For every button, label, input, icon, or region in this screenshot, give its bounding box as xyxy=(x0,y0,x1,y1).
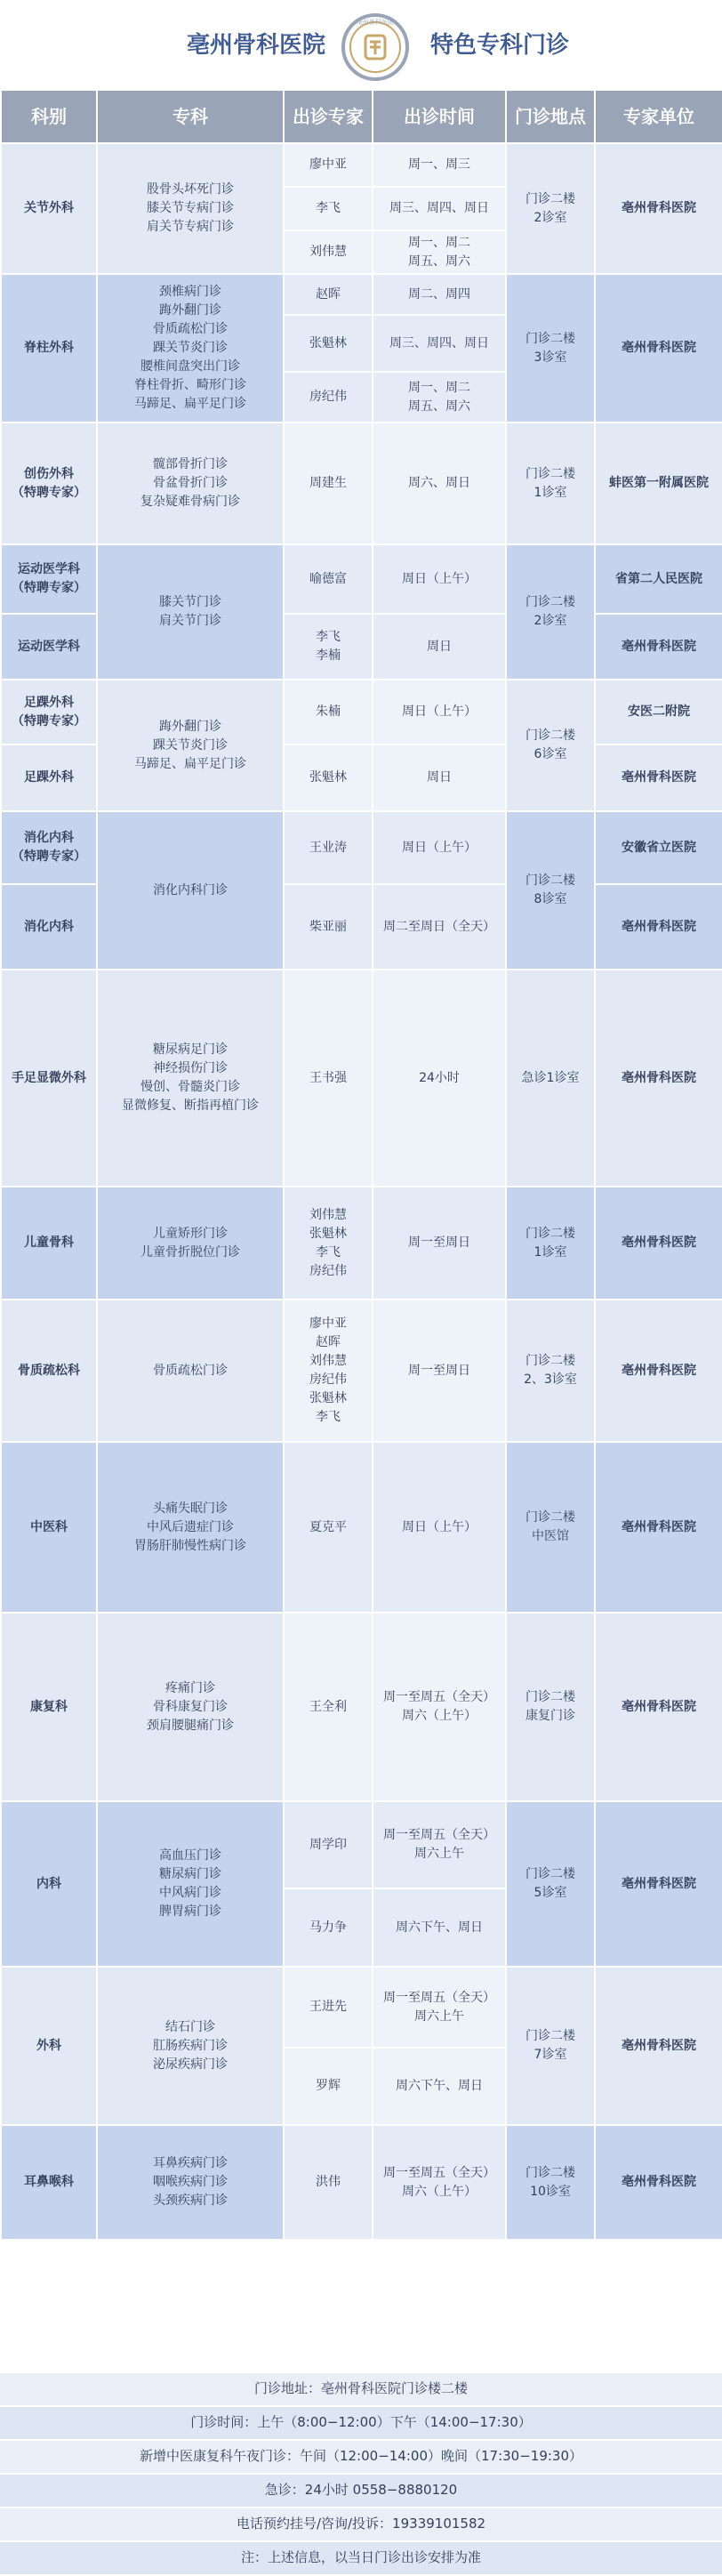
cell-line: 周一至周五（全天） xyxy=(383,1990,495,2005)
cell-line: 康复门诊 xyxy=(525,1709,575,1723)
cell-line: 脊柱骨折、畸形门诊 xyxy=(134,378,246,392)
table-row xyxy=(1,1300,722,1442)
cell-line: 夏克平 xyxy=(309,1519,347,1534)
room-cell xyxy=(506,811,595,970)
unit-cell: 省第二人民医院 xyxy=(595,544,722,614)
cell-line: 门诊二楼 xyxy=(525,191,575,206)
unit-cell: 亳州骨科医院 xyxy=(595,1300,722,1442)
doctor-cell xyxy=(284,1300,373,1442)
doctor-cell xyxy=(284,1187,373,1300)
cell-line: 李飞 xyxy=(316,201,341,215)
cell-line: 周日（上午） xyxy=(402,704,477,719)
cell-line: 李飞 xyxy=(316,630,341,644)
cell-line: （特聘专家） xyxy=(12,581,86,595)
room-cell xyxy=(506,1967,595,2125)
cell-line: 周六上午 xyxy=(414,2008,464,2024)
unit-cell: 蚌医第一附属医院 xyxy=(595,423,722,544)
dept-cell: 骨质疏松科 xyxy=(1,1300,97,1442)
cell-line: 张魁林 xyxy=(309,770,347,785)
specialty-cell xyxy=(97,143,284,274)
cell-line: 显微修复、断指再植门诊 xyxy=(122,1099,259,1113)
cell-line: （特聘专家） xyxy=(12,849,86,864)
time-cell xyxy=(373,544,506,614)
footer-line: 急诊：24小时 0558−8880120 xyxy=(0,2475,722,2508)
cell-line: 踇外翻门诊 xyxy=(159,303,221,318)
doctor-cell xyxy=(284,1613,373,1801)
cell-line: 骨科康复门诊 xyxy=(153,1699,228,1714)
time-cell xyxy=(373,1801,506,1888)
specialty-cell xyxy=(97,423,284,544)
dept-cell: 康复科 xyxy=(1,1613,97,1801)
cell-line: 周日（上午） xyxy=(402,840,477,855)
schedule-table xyxy=(0,89,722,2241)
doctor-cell xyxy=(284,1967,373,2048)
cell-line: 24小时 xyxy=(419,1070,460,1085)
room-cell xyxy=(506,1801,595,1967)
footer-line: 新增中医康复科午夜门诊：午间（12:00−14:00）晚间（17:30−19:30） xyxy=(0,2441,722,2475)
cell-line: 李楠 xyxy=(316,648,341,663)
cell-line: 肩关节门诊 xyxy=(159,614,221,628)
cell-line: 周一至周日 xyxy=(408,1363,470,1378)
cell-line: 喻德富 xyxy=(309,571,347,586)
time-cell xyxy=(373,614,506,680)
dept-cell: 中医科 xyxy=(1,1442,97,1613)
cell-line: 神经损伤门诊 xyxy=(153,1061,228,1075)
cell-line: 李飞 xyxy=(316,1244,341,1260)
cell-line: 刘伟慧 xyxy=(309,1207,347,1222)
cell-line: 王业涛 xyxy=(309,840,347,855)
cell-line: 马力争 xyxy=(309,1920,347,1935)
cell-line: 创伤外科 xyxy=(24,466,74,481)
cell-line: 2诊室 xyxy=(533,614,567,628)
footer-line: 注：上述信息，以当日门诊出诊安排为准 xyxy=(0,2542,722,2576)
cell-line: 赵晖 xyxy=(316,286,341,302)
room-cell xyxy=(506,1300,595,1442)
cell-line: 足踝外科 xyxy=(24,695,74,710)
doctor-cell xyxy=(284,423,373,544)
cell-line: 周五、周六 xyxy=(408,398,470,414)
table-body xyxy=(1,143,722,2240)
time-cell xyxy=(373,1888,506,1967)
time-cell xyxy=(373,1187,506,1300)
cell-line: （特聘专家） xyxy=(12,485,86,500)
cell-line: 刘伟慧 xyxy=(309,1354,347,1368)
cell-line: 周一、周二 xyxy=(408,380,470,395)
cell-line: 7诊室 xyxy=(533,2048,567,2062)
cell-line: 赵晖 xyxy=(316,1335,341,1349)
time-cell xyxy=(373,680,506,745)
time-cell xyxy=(373,811,506,884)
specialty-cell xyxy=(97,544,284,680)
doctor-cell xyxy=(284,315,373,372)
cell-line: 廖中亚 xyxy=(309,1316,347,1331)
dept-cell: 耳鼻喉科 xyxy=(1,2125,97,2240)
column-header: 科别 xyxy=(1,90,97,143)
table-row xyxy=(1,143,722,187)
table-row xyxy=(1,1967,722,2048)
room-cell xyxy=(506,2125,595,2240)
cell-line: 颈肩腰腿痛门诊 xyxy=(147,1718,234,1733)
specialty-cell xyxy=(97,811,284,970)
column-header: 出诊专家 xyxy=(284,90,373,143)
cell-line: 周五、周六 xyxy=(408,254,470,269)
cell-line: 踝关节炎门诊 xyxy=(153,341,228,355)
doctor-cell xyxy=(284,2125,373,2240)
cell-line: 门诊二楼 xyxy=(525,466,575,481)
cell-line: 王进先 xyxy=(309,2000,347,2014)
cell-line: 6诊室 xyxy=(533,747,567,761)
cell-line: 疼痛门诊 xyxy=(165,1680,215,1695)
room-cell xyxy=(506,1442,595,1613)
cell-line: 运动医学科 xyxy=(18,562,80,576)
cell-line: 张魁林 xyxy=(309,335,347,350)
cell-line: 王全利 xyxy=(309,1699,347,1714)
cell-line: 踇外翻门诊 xyxy=(159,719,221,734)
doctor-cell xyxy=(284,187,373,230)
cell-line: 脾胃病门诊 xyxy=(159,1904,221,1919)
cell-line: 复杂疑难骨病门诊 xyxy=(140,495,240,509)
footer-line: 电话预约挂号/咨询/投诉：19339101582 xyxy=(0,2508,722,2542)
cell-line: 房纪伟 xyxy=(309,1263,347,1278)
unit-cell: 亳州骨科医院 xyxy=(595,884,722,970)
time-cell xyxy=(373,2125,506,2240)
cell-line: 糖尿病足门诊 xyxy=(153,1042,228,1057)
cell-line: 头颈疾病门诊 xyxy=(153,2194,228,2208)
unit-cell: 亳州骨科医院 xyxy=(595,1442,722,1613)
cell-line: 1诊室 xyxy=(533,1244,567,1260)
time-cell xyxy=(373,2048,506,2125)
cell-line: 膝关节门诊 xyxy=(159,595,221,609)
cell-line: 李飞 xyxy=(316,1410,341,1424)
time-cell xyxy=(373,970,506,1187)
page-title: 特色专科门诊 xyxy=(430,32,570,59)
cell-line: 周二、周四 xyxy=(408,286,470,302)
cell-line: 咽喉疾病门诊 xyxy=(153,2175,228,2189)
table-row xyxy=(1,1442,722,1613)
cell-line: 张魁林 xyxy=(309,1391,347,1405)
cell-line: 周二至周日（全天） xyxy=(383,919,495,934)
cell-line: 门诊二楼 xyxy=(525,729,575,743)
cell-line: 房纪伟 xyxy=(309,390,347,404)
unit-cell: 亳州骨科医院 xyxy=(595,143,722,274)
cell-line: 骨质疏松门诊 xyxy=(153,322,228,336)
dept-cell xyxy=(1,811,97,884)
cell-line: 周六、周日 xyxy=(408,476,470,490)
dept-cell xyxy=(1,544,97,614)
cell-line: 消化内科 xyxy=(24,919,74,934)
specialty-cell xyxy=(97,680,284,811)
room-cell xyxy=(506,143,595,274)
unit-cell: 安医二附院 xyxy=(595,680,722,745)
dept-cell: 手足显微外科 xyxy=(1,970,97,1187)
time-cell xyxy=(373,143,506,187)
cell-line: 中医馆 xyxy=(532,1529,569,1543)
cell-line: 周建生 xyxy=(309,476,347,490)
cell-line: 踝关节炎门诊 xyxy=(153,737,228,753)
cell-line: 2、3诊室 xyxy=(524,1373,577,1387)
cell-line: 周三、周四、周日 xyxy=(389,335,489,350)
doctor-cell xyxy=(284,1888,373,1967)
cell-line: 周三、周四、周日 xyxy=(389,201,489,215)
table-row xyxy=(1,274,722,315)
unit-cell: 亳州骨科医院 xyxy=(595,745,722,811)
schedule-table-wrap xyxy=(0,89,722,2241)
page-header xyxy=(0,0,722,89)
cell-line: 5诊室 xyxy=(533,1886,567,1900)
doctor-cell xyxy=(284,230,373,274)
cell-line: 足踝外科 xyxy=(24,770,74,785)
cell-line: 门诊二楼 xyxy=(525,1354,575,1368)
cell-line: 儿童骨折脱位门诊 xyxy=(140,1244,240,1260)
cell-line: 骨盆骨折门诊 xyxy=(153,476,228,490)
doctor-cell xyxy=(284,2048,373,2125)
dept-cell: 外科 xyxy=(1,1967,97,2125)
doctor-cell xyxy=(284,970,373,1187)
time-cell xyxy=(373,745,506,811)
room-cell xyxy=(506,1187,595,1300)
time-cell xyxy=(373,187,506,230)
doctor-cell xyxy=(284,544,373,614)
footer-line: 门诊地址：亳州骨科医院门诊楼二楼 xyxy=(0,2373,722,2407)
cell-line: 刘伟慧 xyxy=(309,245,347,259)
room-cell xyxy=(506,274,595,423)
cell-line: 中风病门诊 xyxy=(159,1886,221,1900)
cell-line: 骨质疏松门诊 xyxy=(153,1363,228,1378)
dept-cell xyxy=(1,423,97,544)
table-row xyxy=(1,1613,722,1801)
cell-line: 周一、周二 xyxy=(408,235,470,250)
cell-line: 慢创、骨髓炎门诊 xyxy=(140,1080,240,1094)
hospital-logo-icon xyxy=(341,12,410,82)
cell-line: 周六下午、周日 xyxy=(396,1920,483,1935)
cell-line: 肛肠疾病门诊 xyxy=(153,2038,228,2053)
specialty-cell xyxy=(97,1187,284,1300)
cell-line: 肩关节专病门诊 xyxy=(147,220,234,234)
unit-cell: 亳州骨科医院 xyxy=(595,614,722,680)
footer-line: 门诊时间：上午（8:00−12:00）下午（14:00−17:30） xyxy=(0,2407,722,2441)
table-row xyxy=(1,544,722,614)
cell-line: 消化内科门诊 xyxy=(153,882,228,898)
cell-line: 腰椎间盘突出门诊 xyxy=(140,359,240,374)
cell-line: 门诊二楼 xyxy=(525,2165,575,2180)
cell-line: 门诊二楼 xyxy=(525,873,575,888)
footer-info xyxy=(0,2373,722,2576)
doctor-cell xyxy=(284,1442,373,1613)
dept-cell xyxy=(1,745,97,811)
time-cell xyxy=(373,1967,506,2048)
cell-line: 周一至周五（全天） xyxy=(383,1828,495,1842)
cell-line: 马蹄足、扁平足门诊 xyxy=(134,756,246,771)
table-row xyxy=(1,811,722,884)
cell-line: 周日 xyxy=(427,639,452,654)
room-cell xyxy=(506,544,595,680)
cell-line: 膝关节专病门诊 xyxy=(147,201,234,215)
cell-line: 房纪伟 xyxy=(309,1373,347,1387)
dept-cell xyxy=(1,884,97,970)
cell-line: 10诊室 xyxy=(530,2184,571,2199)
cell-line: 门诊二楼 xyxy=(525,2029,575,2043)
table-row xyxy=(1,423,722,544)
cell-line: 周六下午、周日 xyxy=(396,2079,483,2093)
time-cell xyxy=(373,1442,506,1613)
cell-line: 消化内科 xyxy=(24,831,74,845)
cell-line: 儿童矫形门诊 xyxy=(153,1226,228,1241)
cell-line: 门诊二楼 xyxy=(525,1226,575,1241)
doctor-cell xyxy=(284,372,373,423)
cell-line: 门诊二楼 xyxy=(525,331,575,346)
doctor-cell xyxy=(284,884,373,970)
cell-line: 糖尿病门诊 xyxy=(159,1867,221,1881)
cell-line: 髋部骨折门诊 xyxy=(153,457,228,471)
specialty-cell xyxy=(97,1300,284,1442)
logo-text: 亳州骨科医院 xyxy=(357,19,394,26)
dept-cell: 儿童骨科 xyxy=(1,1187,97,1300)
specialty-cell xyxy=(97,1801,284,1967)
specialty-cell xyxy=(97,2125,284,2240)
cell-line: 中风后遗症门诊 xyxy=(147,1519,234,1534)
table-row xyxy=(1,1801,722,1888)
cell-line: 门诊二楼 xyxy=(525,1867,575,1881)
cell-line: 王书强 xyxy=(309,1070,347,1085)
cell-line: 门诊二楼 xyxy=(525,595,575,609)
cell-line: 周日 xyxy=(427,770,452,785)
dept-cell: 关节外科 xyxy=(1,143,97,274)
cell-line: 周日（上午） xyxy=(402,1519,477,1534)
doctor-cell xyxy=(284,143,373,187)
cell-line: 颈椎病门诊 xyxy=(159,285,221,299)
time-cell xyxy=(373,274,506,315)
specialty-cell xyxy=(97,1967,284,2125)
unit-cell: 亳州骨科医院 xyxy=(595,2125,722,2240)
time-cell xyxy=(373,1613,506,1801)
room-cell xyxy=(506,680,595,811)
column-header: 出诊时间 xyxy=(373,90,506,143)
doctor-cell xyxy=(284,811,373,884)
cell-line: 柴亚丽 xyxy=(309,919,347,934)
cell-line: 张魁林 xyxy=(309,1226,347,1241)
cell-line: 运动医学科 xyxy=(18,639,80,654)
unit-cell: 安徽省立医院 xyxy=(595,811,722,884)
dept-cell xyxy=(1,680,97,745)
time-cell xyxy=(373,315,506,372)
cell-line: 高血压门诊 xyxy=(159,1848,221,1863)
specialty-cell xyxy=(97,1613,284,1801)
doctor-cell xyxy=(284,1801,373,1888)
cell-line: 周六（上午） xyxy=(402,2184,477,2199)
table-row xyxy=(1,680,722,745)
cell-line: 2诊室 xyxy=(533,210,567,225)
dept-cell xyxy=(1,614,97,680)
cell-line: 耳鼻疾病门诊 xyxy=(153,2156,228,2170)
cell-line: 罗辉 xyxy=(316,2079,341,2093)
unit-cell: 亳州骨科医院 xyxy=(595,1801,722,1967)
table-row xyxy=(1,970,722,1187)
cell-line: 周六上午 xyxy=(414,1847,464,1861)
cell-line: 胃肠肝肺慢性病门诊 xyxy=(134,1538,246,1553)
room-cell xyxy=(506,970,595,1187)
unit-cell: 亳州骨科医院 xyxy=(595,1967,722,2125)
room-cell xyxy=(506,423,595,544)
unit-cell: 亳州骨科医院 xyxy=(595,274,722,423)
cell-line: 马蹄足、扁平足门诊 xyxy=(134,397,246,411)
cell-line: （特聘专家） xyxy=(12,713,86,729)
time-cell xyxy=(373,372,506,423)
time-cell xyxy=(373,230,506,274)
cell-line: 周一至周五（全天） xyxy=(383,2165,495,2180)
cell-line: 周学印 xyxy=(309,1837,347,1852)
table-row xyxy=(1,2125,722,2240)
table-header-row xyxy=(1,90,722,143)
column-header: 专家单位 xyxy=(595,90,722,143)
cell-line: 8诊室 xyxy=(533,892,567,906)
table-row xyxy=(1,1187,722,1300)
unit-cell: 亳州骨科医院 xyxy=(595,1187,722,1300)
cell-line: 门诊二楼 xyxy=(525,1510,575,1525)
cell-line: 廖中亚 xyxy=(309,157,347,172)
time-cell xyxy=(373,423,506,544)
specialty-cell xyxy=(97,274,284,423)
cell-line: 头痛失眠门诊 xyxy=(153,1501,228,1516)
doctor-cell xyxy=(284,274,373,315)
cell-line: 周一至周五（全天） xyxy=(383,1690,495,1704)
unit-cell: 亳州骨科医院 xyxy=(595,1613,722,1801)
unit-cell: 亳州骨科医院 xyxy=(595,970,722,1187)
time-cell xyxy=(373,1300,506,1442)
hospital-name: 亳州骨科医院 xyxy=(187,32,326,59)
room-cell xyxy=(506,1613,595,1801)
cell-line: 周一至周日 xyxy=(408,1236,470,1250)
column-header: 专科 xyxy=(97,90,284,143)
cell-line: 1诊室 xyxy=(533,485,567,500)
cell-line: 周日（上午） xyxy=(402,571,477,586)
cell-line: 股骨头坏死门诊 xyxy=(147,182,234,197)
doctor-cell xyxy=(284,745,373,811)
cell-line: 3诊室 xyxy=(533,350,567,365)
cell-line: 周六（上午） xyxy=(402,1709,477,1723)
doctor-cell xyxy=(284,680,373,745)
dept-cell: 脊柱外科 xyxy=(1,274,97,423)
doctor-cell xyxy=(284,614,373,680)
dept-cell: 内科 xyxy=(1,1801,97,1967)
specialty-cell xyxy=(97,1442,284,1613)
cell-line: 急诊1诊室 xyxy=(521,1070,580,1085)
column-header: 门诊地点 xyxy=(506,90,595,143)
cell-line: 周一、周三 xyxy=(408,157,470,172)
cell-line: 结石门诊 xyxy=(165,2019,215,2034)
cell-line: 门诊二楼 xyxy=(525,1690,575,1704)
cell-line: 洪伟 xyxy=(316,2175,341,2189)
specialty-cell xyxy=(97,970,284,1187)
cell-line: 泌尿疾病门诊 xyxy=(153,2057,228,2072)
cell-line: 朱楠 xyxy=(316,704,341,719)
time-cell xyxy=(373,884,506,970)
